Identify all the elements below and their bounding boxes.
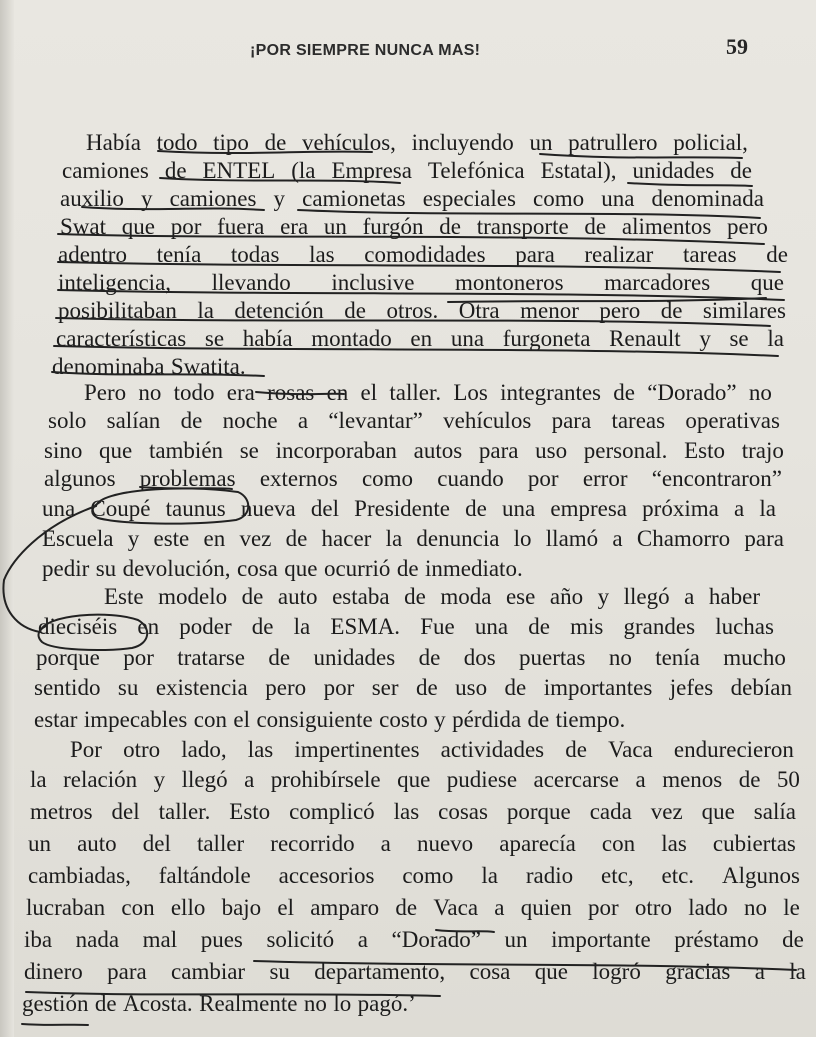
text-line: pedir su devolución, cosa que ocurrió de inmediato. [42,556,523,581]
text-line: metros del taller. Esto complicó las cosas porque cada vez que salía [30,799,796,824]
text-line: sentido su existencia pero por ser de uso de importantes jefes debían [34,675,792,700]
text-line: Este modelo de auto estaba de moda ese año y llegó a haber [104,584,760,609]
text-line: Swat que por fuera era un furgón de transporte de alimentos pero [60,214,768,239]
text-line: características se había montado en una furgoneta Renault y se la [56,326,784,351]
text-line: adentro tenía todas las comodidades para realizar tareas de [58,242,788,267]
text-line: dinero para cambiar su departamento, cosa que logró gracias a la [24,959,806,984]
text-line: camiones de ENTEL (la Empresa Telefónica Estatal), unidades de [62,158,752,183]
text-line: Escuela y este en vez de hacer la denuncia lo llamó a Chamorro para [42,526,784,551]
text-line: auxilio y camiones y camionetas especiales como una denominada [60,186,764,211]
underline-mark [22,1024,88,1025]
text-line: un auto del taller recorrido a nuevo aparecía con las cubiertas [28,831,796,856]
text-line: Pero no todo era rosas en el taller. Los integrantes de “Dorado” no [84,380,772,405]
text-line: Había todo tipo de vehículos, incluyendo un patrullero policial, [86,130,748,155]
text-line: denominaba Swatita. [52,354,246,379]
text-line: inteligencia, llevando inclusive montoneros marcadores que [58,270,784,295]
text-line: Por otro lado, las impertinentes actividades de Vaca endurecieron [70,737,794,762]
text-line: cambiadas, faltándole accesorios como la radio etc, etc. Algunos [28,863,800,888]
text-line: lucraban con ello bajo el amparo de Vaca a quien por otro lado no le [26,895,800,920]
text-line: estar impecables con el consiguiente costo y pérdida de tiempo. [34,707,626,732]
text-line: porque por tratarse de unidades de dos puertas no tenía mucho [36,645,786,670]
text-line: solo salían de noche a “levantar” vehículos para tareas operativas [48,408,780,433]
text-line: la relación y llegó a prohibírsele que pudiese acercarse a menos de 50 [30,767,800,792]
text-line: iba nada mal pues solicitó a “Dorado” un importante préstamo de [24,927,804,952]
page-number: 59 [726,34,748,59]
text-line: gestión de Acosta. Realmente no lo pagó.’ [22,991,416,1016]
text-line: posibilitaban la detención de otros. Otra menor pero de similares [58,298,786,323]
text-line: sino que también se incorporaban autos para uso personal. Esto trajo [44,438,784,463]
running-title: ¡POR SIEMPRE NUNCA MAS! [250,42,481,59]
text-line: una Coupé taunus nueva del Presidente de una empresa próxima a la [42,496,776,521]
text-line: dieciséis en poder de la ESMA. Fue una de mis grandes luchas [38,614,774,639]
text-line: algunos problemas externos como cuando por error “encontraron” [44,466,782,491]
